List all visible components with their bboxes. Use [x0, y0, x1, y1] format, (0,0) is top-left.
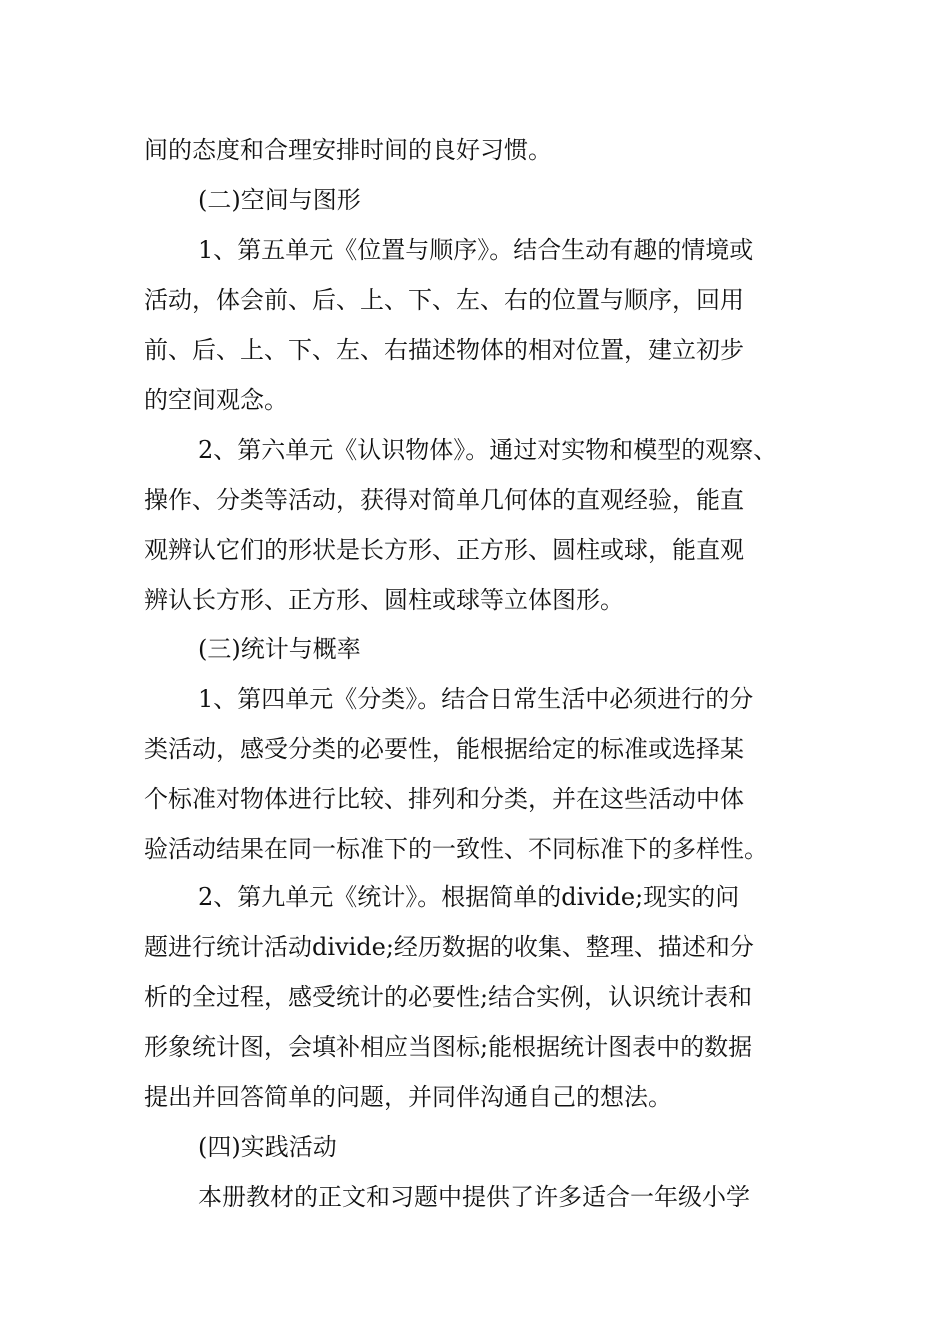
text-line: 析的全过程，感受统计的必要性;结合实例，认识统计表和	[144, 983, 753, 1011]
text-line: 间的态度和合理安排时间的良好习惯。	[144, 136, 552, 164]
text-line: 提出并回答简单的问题，并同伴沟通自己的想法。	[144, 1083, 672, 1111]
text-line: 1、第四单元《分类》。结合日常生活中必须进行的分	[198, 685, 754, 713]
text-line: 验活动结果在同一标准下的一致性、不同标准下的多样性。	[144, 835, 768, 863]
text-line: 题进行统计活动divide;经历数据的收集、整理、描述和分	[144, 933, 754, 961]
text-line: 辨认长方形、正方形、圆柱或球等立体图形。	[144, 586, 624, 614]
text-line: 2、第六单元《认识物体》。通过对实物和模型的观察、	[198, 436, 778, 464]
text-line: 本册教材的正文和习题中提供了许多适合一年级小学	[198, 1183, 750, 1211]
text-line: 操作、分类等活动，获得对简单几何体的直观经验，能直	[144, 486, 744, 514]
text-line: 前、后、上、下、左、右描述物体的相对位置，建立初步	[144, 336, 744, 364]
text-line: 形象统计图，会填补相应当图标;能根据统计图表中的数据	[144, 1033, 753, 1061]
section-heading: (二)空间与图形	[198, 186, 361, 214]
section-heading: (四)实践活动	[198, 1133, 337, 1161]
text-line: 活动，体会前、后、上、下、左、右的位置与顺序，回用	[144, 286, 744, 314]
text-line: 观辨认它们的形状是长方形、正方形、圆柱或球，能直观	[144, 536, 744, 564]
text-line: 个标准对物体进行比较、排列和分类，并在这些活动中体	[144, 785, 744, 813]
section-heading: (三)统计与概率	[198, 635, 361, 663]
text-line: 1、第五单元《位置与顺序》。结合生动有趣的情境或	[198, 236, 754, 264]
text-line: 2、第九单元《统计》。根据简单的divide;现实的问	[198, 883, 740, 911]
text-line: 的空间观念。	[144, 386, 288, 414]
text-line: 类活动，感受分类的必要性，能根据给定的标准或选择某	[144, 735, 744, 763]
